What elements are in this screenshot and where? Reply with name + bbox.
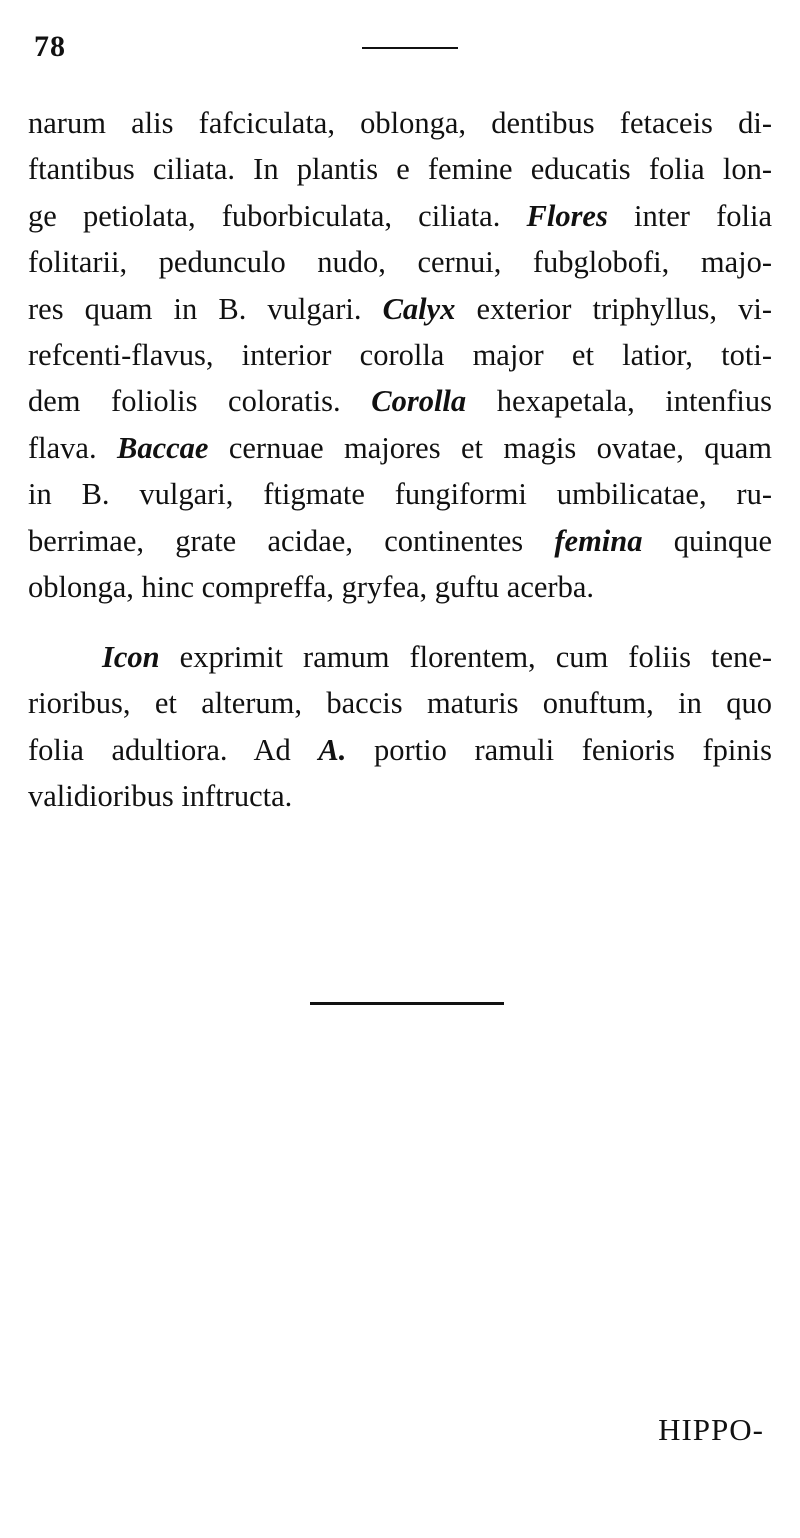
text-line: Icon exprimit ramum florentem, cum foliis tene- — [102, 640, 772, 674]
page-number: 78 — [34, 30, 66, 63]
section-end-rule — [310, 1002, 504, 1005]
icon-paragraph — [28, 634, 772, 820]
term-baccae: Baccae — [116, 430, 209, 465]
text-line: folitarii, pedunculo nudo, cernui, fubglobofi, majo- — [28, 245, 772, 280]
text-line: folia adultiora. Ad A. portio ramuli fenioris fpinis — [28, 732, 772, 767]
text-line: res quam in B. vulgari. Calyx exterior triphyllus, vi- — [28, 291, 772, 326]
text-line: ftantibus ciliata. In plantis e femine educatis folia lon- — [28, 152, 772, 187]
term-calyx: Calyx — [382, 291, 456, 326]
text-line: rioribus, et alterum, baccis maturis onuftum, in quo — [28, 686, 772, 721]
text-line: in B. vulgari, ftigmate fungiformi umbilicatae, ru- — [28, 477, 772, 512]
text-line: flava. Baccae cernuae majores et magis ovatae, quam — [28, 430, 772, 465]
text-line: ge petiolata, fuborbiculata, ciliata. Flores inter folia — [28, 198, 772, 233]
text-line: berrimae, grate acidae, continentes femina quinque — [28, 523, 772, 558]
term-a: A. — [318, 732, 347, 767]
text-line: narum alis fafciculata, oblonga, dentibus fetaceis di- — [28, 106, 772, 140]
description-paragraph — [28, 100, 772, 610]
term-icon: Icon — [102, 640, 160, 674]
catchword: HIPPO- — [658, 1412, 764, 1447]
text-line: validioribus inftructa. — [28, 779, 293, 814]
text-line: refcenti-flavus, interior corolla major et latior, toti- — [28, 337, 772, 372]
text-line: oblonga, hinc compreffa, gryfea, guftu acerba. — [28, 569, 594, 604]
header-rule — [362, 47, 458, 49]
text-line: dem foliolis coloratis. Corolla hexapetala, intenfius — [28, 384, 772, 419]
term-corolla: Corolla — [371, 384, 467, 419]
term-femina: femina — [554, 523, 643, 558]
term-flores: Flores — [526, 198, 608, 233]
